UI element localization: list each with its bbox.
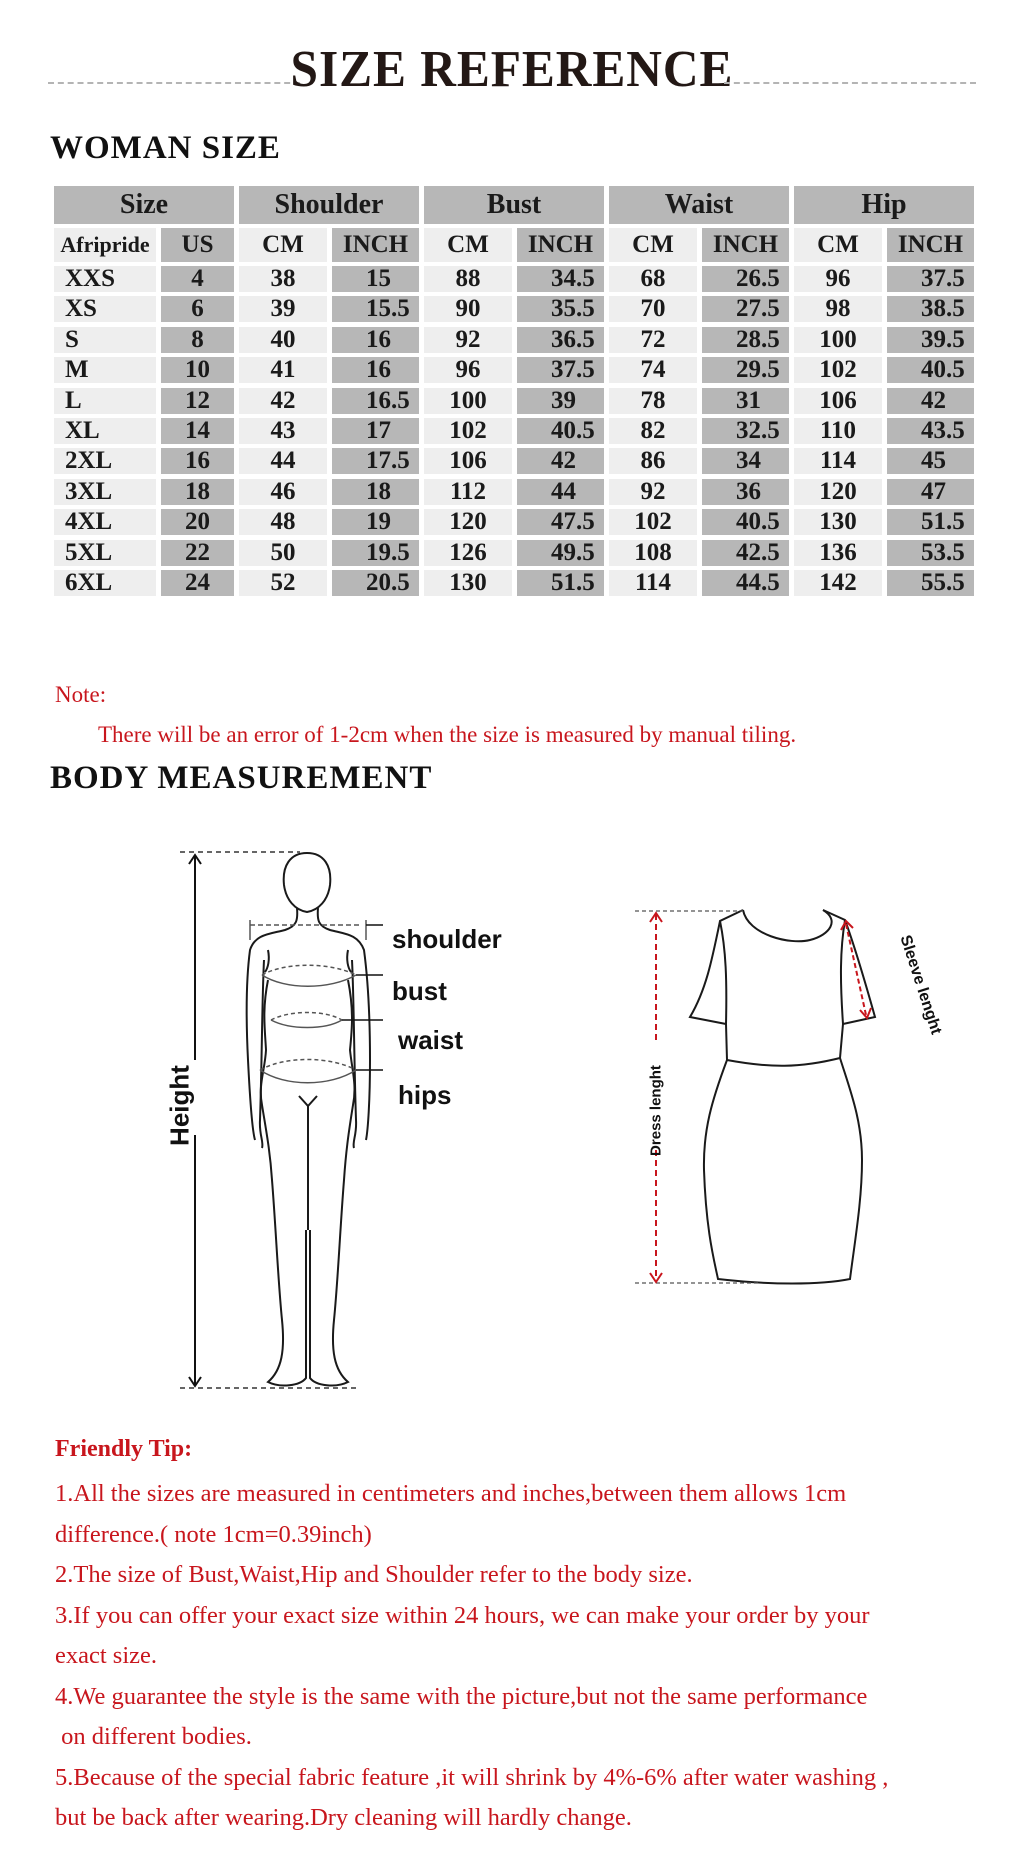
cell-waist-inch: 40.5 <box>702 509 789 535</box>
cell-hip-inch: 37.5 <box>887 266 974 292</box>
cell-us-size: 20 <box>161 509 234 535</box>
cell-us-size: 22 <box>161 540 234 566</box>
tip-line: difference.( note 1cm=0.39inch) <box>55 1520 372 1548</box>
body-measurement-heading: BODY MEASUREMENT <box>50 760 433 796</box>
cell-bust-cm: 102 <box>424 418 512 444</box>
cell-us-size: 12 <box>161 388 234 414</box>
subheader-shoulder-inch: INCH <box>332 228 419 262</box>
cell-waist-cm: 70 <box>609 296 697 322</box>
cell-us-size: 10 <box>161 357 234 383</box>
cell-waist-cm: 86 <box>609 448 697 474</box>
cell-afripride-size: 6XL <box>54 570 156 596</box>
cell-us-size: 14 <box>161 418 234 444</box>
cell-bust-cm: 120 <box>424 509 512 535</box>
cell-hip-cm: 130 <box>794 509 882 535</box>
cell-bust-inch: 40.5 <box>517 418 604 444</box>
cell-waist-inch: 29.5 <box>702 357 789 383</box>
cell-bust-inch: 37.5 <box>517 357 604 383</box>
cell-waist-cm: 114 <box>609 570 697 596</box>
label-dress-length: Dress lenght <box>647 1065 665 1156</box>
cell-bust-inch: 35.5 <box>517 296 604 322</box>
cell-shoulder-inch: 19.5 <box>332 540 419 566</box>
cell-shoulder-cm: 52 <box>239 570 327 596</box>
cell-bust-cm: 126 <box>424 540 512 566</box>
cell-bust-inch: 49.5 <box>517 540 604 566</box>
cell-bust-cm: 90 <box>424 296 512 322</box>
dress-measure-lines <box>635 911 871 1283</box>
cell-us-size: 4 <box>161 266 234 292</box>
cell-shoulder-inch: 20.5 <box>332 570 419 596</box>
cell-waist-inch: 36 <box>702 479 789 505</box>
cell-hip-cm: 102 <box>794 357 882 383</box>
cell-waist-inch: 28.5 <box>702 327 789 353</box>
cell-afripride-size: XL <box>54 418 156 444</box>
subheader-hip-inch: INCH <box>887 228 974 262</box>
tip-line: 2.The size of Bust,Waist,Hip and Shoulder refer to the body size. <box>55 1561 693 1588</box>
cell-waist-inch: 31 <box>702 388 789 414</box>
height-guide <box>180 852 360 1388</box>
cell-hip-inch: 51.5 <box>887 509 974 535</box>
cell-waist-cm: 72 <box>609 327 697 353</box>
cell-hip-cm: 110 <box>794 418 882 444</box>
cell-afripride-size: L <box>54 388 156 414</box>
label-height: Height <box>164 1065 195 1146</box>
page-title: SIZE REFERENCE <box>290 41 734 98</box>
cell-afripride-size: M <box>54 357 156 383</box>
cell-shoulder-cm: 43 <box>239 418 327 444</box>
cell-us-size: 24 <box>161 570 234 596</box>
cell-waist-cm: 92 <box>609 479 697 505</box>
cell-shoulder-inch: 17.5 <box>332 448 419 474</box>
cell-hip-cm: 120 <box>794 479 882 505</box>
cell-bust-inch: 36.5 <box>517 327 604 353</box>
cell-bust-cm: 130 <box>424 570 512 596</box>
cell-afripride-size: S <box>54 327 156 353</box>
cell-bust-cm: 96 <box>424 357 512 383</box>
cell-shoulder-cm: 48 <box>239 509 327 535</box>
cell-waist-inch: 27.5 <box>702 296 789 322</box>
subheader-afripride: Afripride <box>54 228 156 262</box>
cell-shoulder-inch: 15 <box>332 266 419 292</box>
cell-waist-cm: 108 <box>609 540 697 566</box>
cell-bust-inch: 51.5 <box>517 570 604 596</box>
cell-waist-inch: 42.5 <box>702 540 789 566</box>
cell-shoulder-cm: 50 <box>239 540 327 566</box>
note-text: There will be an error of 1-2cm when the size is measured by manual tiling. <box>98 722 797 747</box>
cell-afripride-size: 3XL <box>54 479 156 505</box>
subheader-waist-inch: INCH <box>702 228 789 262</box>
label-bust: bust <box>392 976 447 1006</box>
tip-line: 4.We guarantee the style is the same with the picture,but not the same performance <box>55 1682 868 1710</box>
subheader-shoulder-cm: CM <box>239 228 327 262</box>
cell-bust-cm: 112 <box>424 479 512 505</box>
cell-hip-cm: 142 <box>794 570 882 596</box>
subheader-bust-cm: CM <box>424 228 512 262</box>
cell-afripride-size: XXS <box>54 266 156 292</box>
tip-line: but be back after wearing.Dry cleaning will hardly change. <box>55 1804 632 1831</box>
cell-waist-cm: 82 <box>609 418 697 444</box>
dress-figure-icon <box>682 910 875 1284</box>
cell-hip-inch: 42 <box>887 388 974 414</box>
cell-us-size: 16 <box>161 448 234 474</box>
cell-shoulder-inch: 18 <box>332 479 419 505</box>
cell-hip-inch: 55.5 <box>887 570 974 596</box>
cell-shoulder-inch: 16 <box>332 327 419 353</box>
cell-hip-cm: 106 <box>794 388 882 414</box>
body-measure-lines <box>250 920 383 1083</box>
label-sleeve-length: Sleeve lenght <box>896 933 945 1037</box>
cell-waist-inch: 32.5 <box>702 418 789 444</box>
cell-waist-inch: 26.5 <box>702 266 789 292</box>
cell-afripride-size: 2XL <box>54 448 156 474</box>
cell-hip-cm: 114 <box>794 448 882 474</box>
tip-line: 3.If you can offer your exact size within 24 hours, we can make your order by your <box>55 1601 870 1629</box>
tip-line: exact size. <box>55 1642 158 1669</box>
cell-hip-inch: 45 <box>887 448 974 474</box>
cell-hip-cm: 96 <box>794 266 882 292</box>
note-label: Note: <box>55 682 107 707</box>
cell-bust-inch: 39 <box>517 388 604 414</box>
cell-shoulder-cm: 41 <box>239 357 327 383</box>
cell-hip-inch: 38.5 <box>887 296 974 322</box>
cell-hip-cm: 136 <box>794 540 882 566</box>
cell-bust-inch: 34.5 <box>517 266 604 292</box>
cell-shoulder-inch: 15.5 <box>332 296 419 322</box>
header-waist: Waist <box>609 186 789 224</box>
cell-shoulder-cm: 42 <box>239 388 327 414</box>
cell-hip-inch: 53.5 <box>887 540 974 566</box>
body-figure-icon <box>247 853 370 1385</box>
cell-afripride-size: 4XL <box>54 509 156 535</box>
label-hips: hips <box>398 1080 452 1110</box>
cell-waist-cm: 68 <box>609 266 697 292</box>
cell-shoulder-inch: 16 <box>332 357 419 383</box>
cell-hip-cm: 100 <box>794 327 882 353</box>
cell-hip-inch: 40.5 <box>887 357 974 383</box>
cell-hip-inch: 39.5 <box>887 327 974 353</box>
cell-bust-inch: 42 <box>517 448 604 474</box>
cell-hip-cm: 98 <box>794 296 882 322</box>
cell-waist-cm: 102 <box>609 509 697 535</box>
tip-line: on different bodies. <box>55 1723 252 1750</box>
cell-afripride-size: 5XL <box>54 540 156 566</box>
cell-shoulder-cm: 38 <box>239 266 327 292</box>
cell-afripride-size: XS <box>54 296 156 322</box>
cell-shoulder-inch: 19 <box>332 509 419 535</box>
cell-hip-inch: 43.5 <box>887 418 974 444</box>
cell-us-size: 18 <box>161 479 234 505</box>
cell-waist-cm: 74 <box>609 357 697 383</box>
tip-line: 5.Because of the special fabric feature ,it will shrink by 4%-6% after water washing , <box>55 1763 889 1791</box>
cell-bust-cm: 92 <box>424 327 512 353</box>
cell-bust-cm: 100 <box>424 388 512 414</box>
subheader-us: US <box>161 228 234 262</box>
cell-us-size: 6 <box>161 296 234 322</box>
cell-waist-inch: 44.5 <box>702 570 789 596</box>
header-hip: Hip <box>794 186 974 224</box>
header-size: Size <box>54 186 234 224</box>
woman-size-heading: WOMAN SIZE <box>50 130 281 166</box>
cell-bust-inch: 44 <box>517 479 604 505</box>
cell-bust-cm: 106 <box>424 448 512 474</box>
cell-us-size: 8 <box>161 327 234 353</box>
cell-hip-inch: 47 <box>887 479 974 505</box>
cell-bust-inch: 47.5 <box>517 509 604 535</box>
cell-bust-cm: 88 <box>424 266 512 292</box>
cell-shoulder-cm: 40 <box>239 327 327 353</box>
cell-shoulder-cm: 46 <box>239 479 327 505</box>
header-shoulder: Shoulder <box>239 186 419 224</box>
subheader-bust-inch: INCH <box>517 228 604 262</box>
label-waist: waist <box>398 1025 464 1055</box>
friendly-tip-list <box>55 1474 995 1839</box>
cell-shoulder-inch: 16.5 <box>332 388 419 414</box>
cell-shoulder-cm: 39 <box>239 296 327 322</box>
cell-shoulder-cm: 44 <box>239 448 327 474</box>
friendly-tip-title: Friendly Tip: <box>55 1436 193 1462</box>
cell-waist-cm: 78 <box>609 388 697 414</box>
subheader-hip-cm: CM <box>794 228 882 262</box>
cell-shoulder-inch: 17 <box>332 418 419 444</box>
label-shoulder: shoulder <box>392 924 502 954</box>
subheader-waist-cm: CM <box>609 228 697 262</box>
tip-line: 1.All the sizes are measured in centimeters and inches,between them allows 1cm <box>55 1480 847 1507</box>
cell-waist-inch: 34 <box>702 448 789 474</box>
header-bust: Bust <box>424 186 604 224</box>
